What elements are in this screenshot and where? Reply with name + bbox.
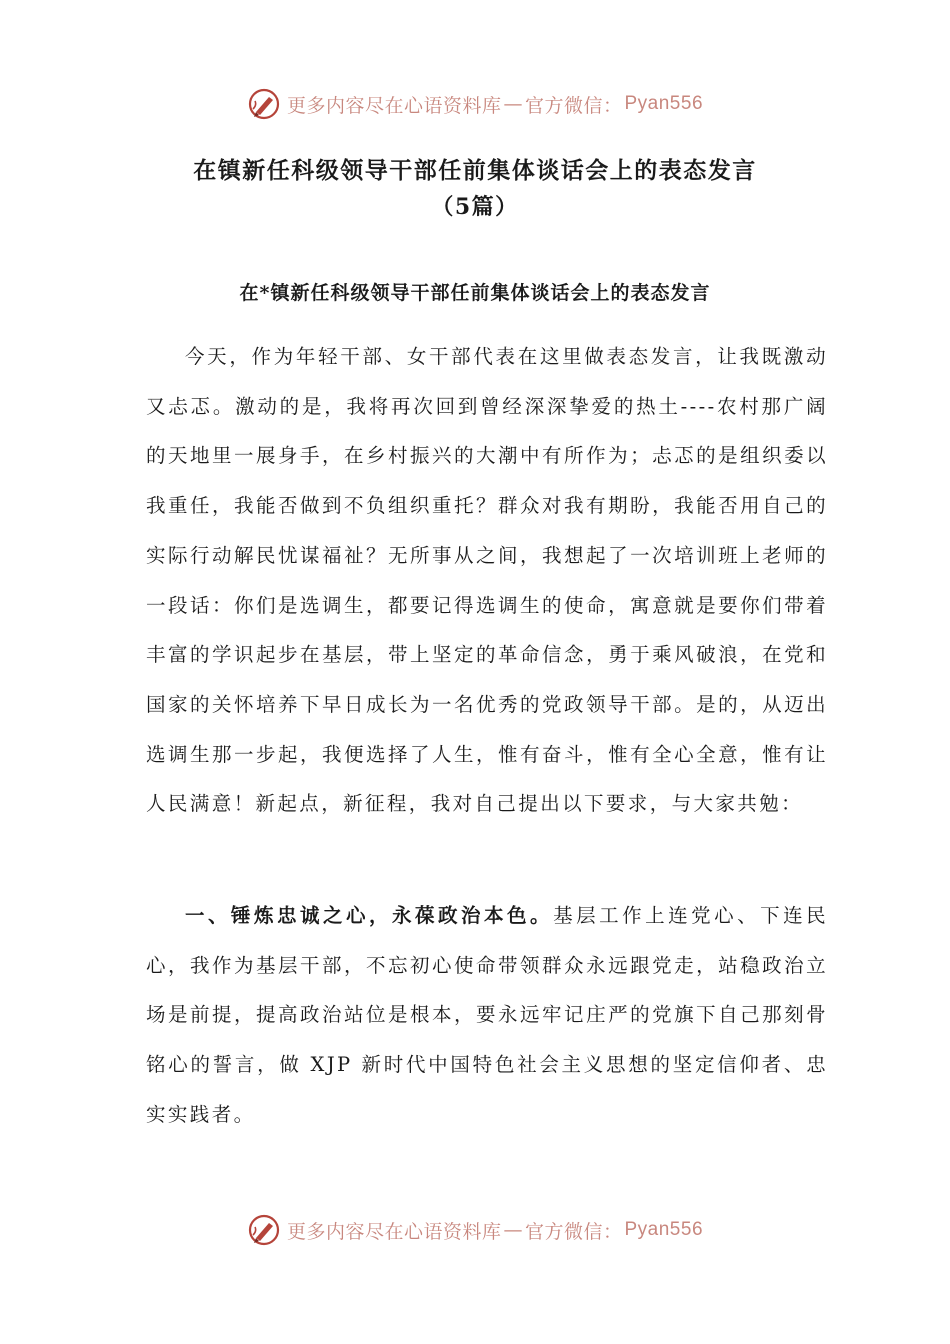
watermark-separator: — [503, 1219, 523, 1241]
watermark-separator: — [503, 93, 523, 115]
watermark-wechat-id: Pyan556 [624, 93, 704, 114]
document-count: （5篇） [431, 194, 519, 220]
watermark-text: 更多内容尽在心语资料库 [286, 1220, 502, 1243]
pen-logo-icon [247, 1213, 281, 1247]
watermark-text: 更多内容尽在心语资料库 [286, 94, 502, 117]
document-title: 在镇新任科级领导干部任前集体谈话会上的表态发言 [193, 157, 757, 184]
header-watermark [0, 84, 950, 124]
watermark-label: 官方微信： [524, 94, 623, 117]
footer-watermark [0, 1210, 950, 1250]
section-1-heading: 一、锤炼忠诚之心，永葆政治本色。 [185, 904, 554, 927]
watermark-label: 官方微信： [524, 1220, 623, 1243]
section-1-paragraph [146, 891, 828, 1140]
pen-logo-icon [247, 87, 281, 121]
watermark-wechat-id: Pyan556 [624, 1219, 704, 1240]
section-subtitle: 在*镇新任科级领导干部任前集体谈话会上的表态发言 [239, 282, 711, 304]
intro-paragraph: 今天，作为年轻干部、女干部代表在这里做表态发言，让我既激动又忐忑。激动的是，我将再次回到曾经深深挚爱的热土----农村那广阔的天地里一展身手，在乡村振兴的大潮中有所作为；忐忑的是组织委以我重任，我能否做到不负组织重托？群众对我有期盼，我能否用自己的实际行动解民忧谋福祉？无所事从之间，我想起了一次培训班上老师的一段话：你们是选调生，都要记得选调生的使命，寓意就是要你们带着丰富的学识起步在基层，带上坚定的革命信念，勇于乘风破浪，在党和国家的关怀培养下早日成长为一名优秀的党政领导干部。是的，从迈出选调生那一步起，我便选择了人生，惟有奋斗，惟有全心全意，惟有让人民满意！新起点，新征程，我对自己提出以下要求，与大家共勉： [146, 345, 828, 816]
section-1-body: 基层工作上连党心、下连民心，我作为基层干部，不忘初心使命带领群众永远跟党走，站稳政治立场是前提，提高政治站位是根本，要永远牢记庄严的党旗下自己那刻骨铭心的誓言，做 XJP 新时代中国特色社会主义思想的坚定信仰者、忠实实践者。 [146, 904, 828, 1126]
